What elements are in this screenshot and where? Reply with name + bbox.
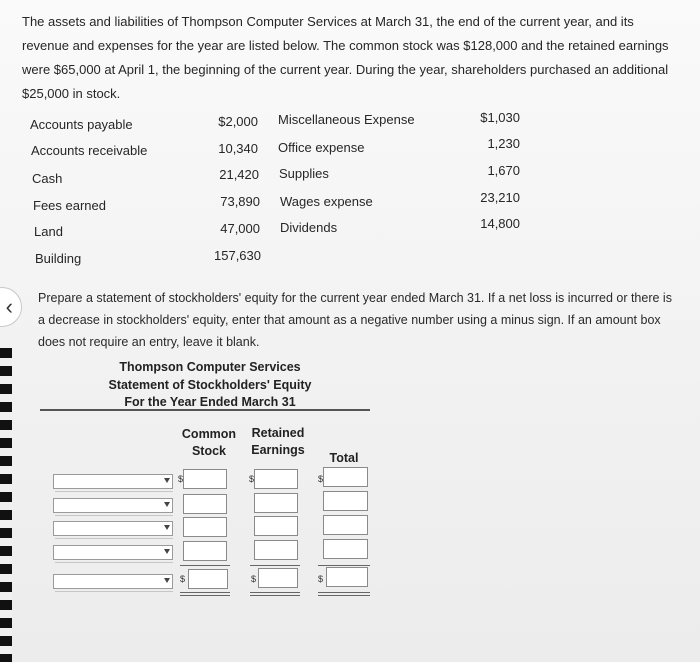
- total-double-rule: [318, 592, 370, 596]
- account-label: Miscellaneous Expense: [278, 112, 415, 127]
- common-stock-input[interactable]: [183, 469, 227, 489]
- chevron-down-icon: [164, 502, 170, 507]
- common-stock-input[interactable]: [183, 541, 227, 561]
- header-divider: [40, 409, 370, 411]
- row-label-select[interactable]: [53, 545, 173, 560]
- total-input[interactable]: [323, 539, 368, 559]
- total-double-rule: [180, 592, 230, 596]
- account-label: Cash: [32, 171, 63, 186]
- currency-symbol: $: [251, 574, 257, 584]
- instructions: Prepare a statement of stockholders' equity for the current year ended March 31. If a net loss is incurred or there is a decrease in stockholders' equity, enter that amount as a negative number using a minus sign. If an amount box does not require an entry, leave it blank.: [38, 291, 672, 349]
- subtotal-rule: [180, 565, 230, 566]
- account-amount: $2,000: [218, 114, 258, 129]
- currency-symbol: $: [180, 574, 186, 584]
- column-header-line: Stock: [191, 444, 227, 458]
- account-amount: 14,800: [480, 216, 520, 231]
- chevron-left-icon: ‹: [5, 294, 13, 319]
- currency-symbol: $: [318, 574, 324, 584]
- account-amount: 10,340: [218, 141, 258, 156]
- common-stock-input[interactable]: [183, 517, 227, 537]
- subtotal-rule: [250, 565, 300, 566]
- subtotal-rule: [318, 565, 370, 566]
- total-input[interactable]: [323, 491, 368, 511]
- select-underline: [55, 538, 173, 539]
- select-underline: [55, 562, 173, 563]
- column-header-line: Retained: [251, 426, 305, 440]
- column-header-line: Common: [181, 427, 237, 441]
- common-stock-input[interactable]: [183, 494, 227, 514]
- total-input[interactable]: [326, 567, 368, 587]
- currency-symbol: $: [249, 474, 255, 484]
- total-double-rule: [250, 592, 300, 596]
- account-label: Dividends: [280, 220, 338, 235]
- account-label: Wages expense: [280, 194, 373, 209]
- total-input[interactable]: [323, 515, 368, 535]
- statement-title: Statement of Stockholders' Equity: [108, 378, 312, 392]
- account-amount: 1,230: [487, 136, 520, 151]
- chevron-down-icon: [164, 549, 170, 554]
- chevron-down-icon: [164, 478, 170, 483]
- account-amount: 73,890: [220, 194, 260, 209]
- chevron-down-icon: [164, 578, 170, 583]
- account-amount: 21,420: [219, 167, 259, 182]
- account-amount: $1,030: [480, 110, 520, 125]
- currency-symbol: $: [318, 474, 324, 484]
- account-label: Building: [35, 251, 82, 266]
- account-label: Supplies: [279, 166, 329, 181]
- account-amount: 157,630: [214, 248, 261, 263]
- account-label: Office expense: [278, 140, 365, 155]
- retained-earnings-input[interactable]: [254, 516, 298, 536]
- chevron-down-icon: [164, 525, 170, 530]
- retained-earnings-input[interactable]: [258, 568, 298, 588]
- account-label: Accounts receivable: [31, 143, 148, 158]
- account-amount: 1,670: [487, 163, 520, 178]
- statement-period: For the Year Ended March 31: [124, 395, 296, 409]
- screen-edge: [0, 348, 12, 662]
- retained-earnings-input[interactable]: [254, 493, 298, 513]
- account-label: Accounts payable: [30, 117, 133, 132]
- back-button[interactable]: [0, 287, 22, 327]
- row-label-select[interactable]: [53, 498, 173, 513]
- column-header-total: Total: [329, 451, 359, 465]
- account-label: Land: [34, 224, 63, 239]
- select-underline: [55, 515, 173, 516]
- problem-intro: The assets and liabilities of Thompson Computer Services at March 31, the end of the current year, and its revenue and expenses for the year are listed below. The common stock was $128,000 and the retained earnings were $65,000 at April 1, the beginning of the current year. During the year, shareholders purchased an additional $25,000 in stock.: [22, 14, 669, 101]
- account-label: Fees earned: [33, 198, 106, 213]
- common-stock-input[interactable]: [188, 569, 228, 589]
- select-underline: [55, 591, 173, 592]
- account-amount: 47,000: [220, 221, 260, 236]
- currency-symbol: $: [178, 474, 184, 484]
- column-header-retained-earnings: [245, 425, 311, 459]
- row-label-select[interactable]: [53, 474, 173, 489]
- column-header-common-stock: [178, 426, 240, 460]
- select-underline: [55, 491, 173, 492]
- retained-earnings-input[interactable]: [254, 540, 298, 560]
- account-amount: 23,210: [480, 190, 520, 205]
- statement-company: Thompson Computer Services: [119, 360, 301, 374]
- column-header-line: Earnings: [251, 443, 305, 457]
- retained-earnings-input[interactable]: [254, 469, 298, 489]
- row-label-select[interactable]: [53, 574, 173, 589]
- row-label-select[interactable]: [53, 521, 173, 536]
- total-input[interactable]: [323, 467, 368, 487]
